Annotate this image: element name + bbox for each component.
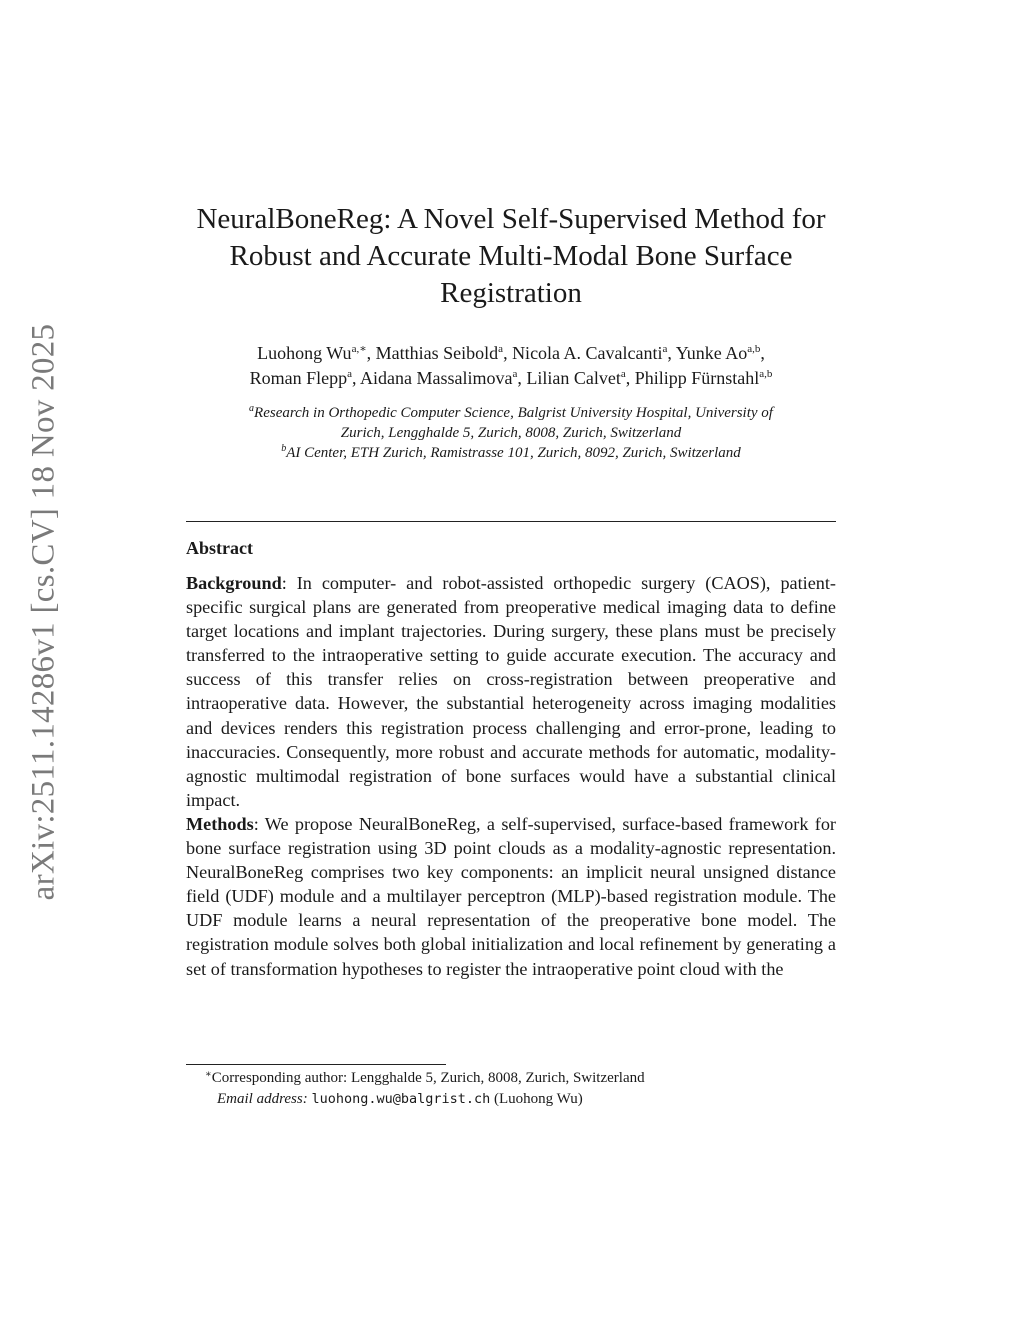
footnote xyxy=(205,1068,645,1110)
author: Roman Flepp$^a$ xyxy=(249,368,352,388)
title-line: Robust and Accurate Multi-Modal Bone Surface xyxy=(229,240,793,272)
author: Philipp Fürnstahl$^{a,b}$ xyxy=(634,368,773,388)
abstract-body xyxy=(186,571,836,981)
arxiv-identifier: arXiv:2511.14286v1 [cs.CV] 18 Nov 2025 xyxy=(25,323,62,901)
title-line: Registration xyxy=(440,277,582,309)
affiliation-b: $^b$AI Center, ETH Zurich, Ramistrasse 101, Zurich, 8092, Zurich, Switzerland xyxy=(281,443,741,461)
paper-title xyxy=(186,201,836,312)
author: Nicola A. Cavalcanti$^a$ xyxy=(512,343,668,363)
affiliations xyxy=(180,403,842,463)
author: Matthias Seibold$^a$ xyxy=(375,343,504,363)
corresponding-author-note: ∗Corresponding author: Lengghalde 5, Zurich, 8008, Zurich, Switzerland xyxy=(205,1069,645,1086)
footnote-rule xyxy=(186,1064,446,1065)
abstract-methods: Methods: We propose NeuralBoneReg, a self-supervised, surface-based framework for bone surface registration using 3D point clouds as a modality-agnostic representation. NeuralBoneReg comprises two key components: an implicit neural unsigned distance field (UDF) module and a multilayer perceptron (MLP)-based registration module. The UDF module learns a neural representation of the preoperative bone model. The registration module solves both global initialization and local refinement by generating a set of transformation hypotheses to register the intraoperative point cloud with the xyxy=(186,813,836,979)
affiliation-a: $^a$Research in Orthopedic Computer Science, Balgrist University Hospital, University of Zurich, Lengghalde 5, Zurich, 8008, Zurich, Switzerland xyxy=(249,403,773,441)
author: Lilian Calvet$^a$ xyxy=(526,368,626,388)
email-note: Email address: luohong.wu@balgrist.ch (Luohong Wu) xyxy=(217,1091,583,1107)
author: Luohong $Wu^{a,∗}$ xyxy=(257,343,367,363)
abstract-top-rule xyxy=(186,521,836,522)
abstract-heading: Abstract xyxy=(186,538,253,558)
email-link[interactable]: luohong.wu@balgrist.ch xyxy=(311,1091,491,1107)
author: Aidana Massalimova$^a$ xyxy=(360,368,518,388)
author-list: Luohong $Wu^{a,∗}$, Matthias Seibold$^a$, Nicola A. Cavalcanti$^a$, Yunke Ao$^{a,b}$, Roman Flepp$^a$, Aidana Massalimova$^a$, Lilian Calvet$^a$, Philipp Fürnstahl$^{a,b}$ xyxy=(249,343,773,388)
abstract-background: Background: In computer- and robot-assisted orthopedic surgery (CAOS), patient-specific surgical plans are generated from preoperative medical imaging data to define target locations and implant trajectories. During surgery, these plans must be precisely transferred to the intraoperative setting to guide accurate execution. The accuracy and success of this transfer relies on cross-registration between preoperative and intraoperative data. However, the substantial heterogeneity across imaging modalities and devices renders this registration process challenging and error-prone, leading to inaccuracies. Consequently, more robust and accurate methods for automatic, modality-agnostic multimodal registration of bone surfaces would have a substantial clinical impact. xyxy=(186,573,836,810)
author: Yunke Ao$^{a,b}$ xyxy=(675,343,761,363)
title-line: NeuralBoneReg: A Novel Self-Supervised Method for xyxy=(196,203,826,235)
